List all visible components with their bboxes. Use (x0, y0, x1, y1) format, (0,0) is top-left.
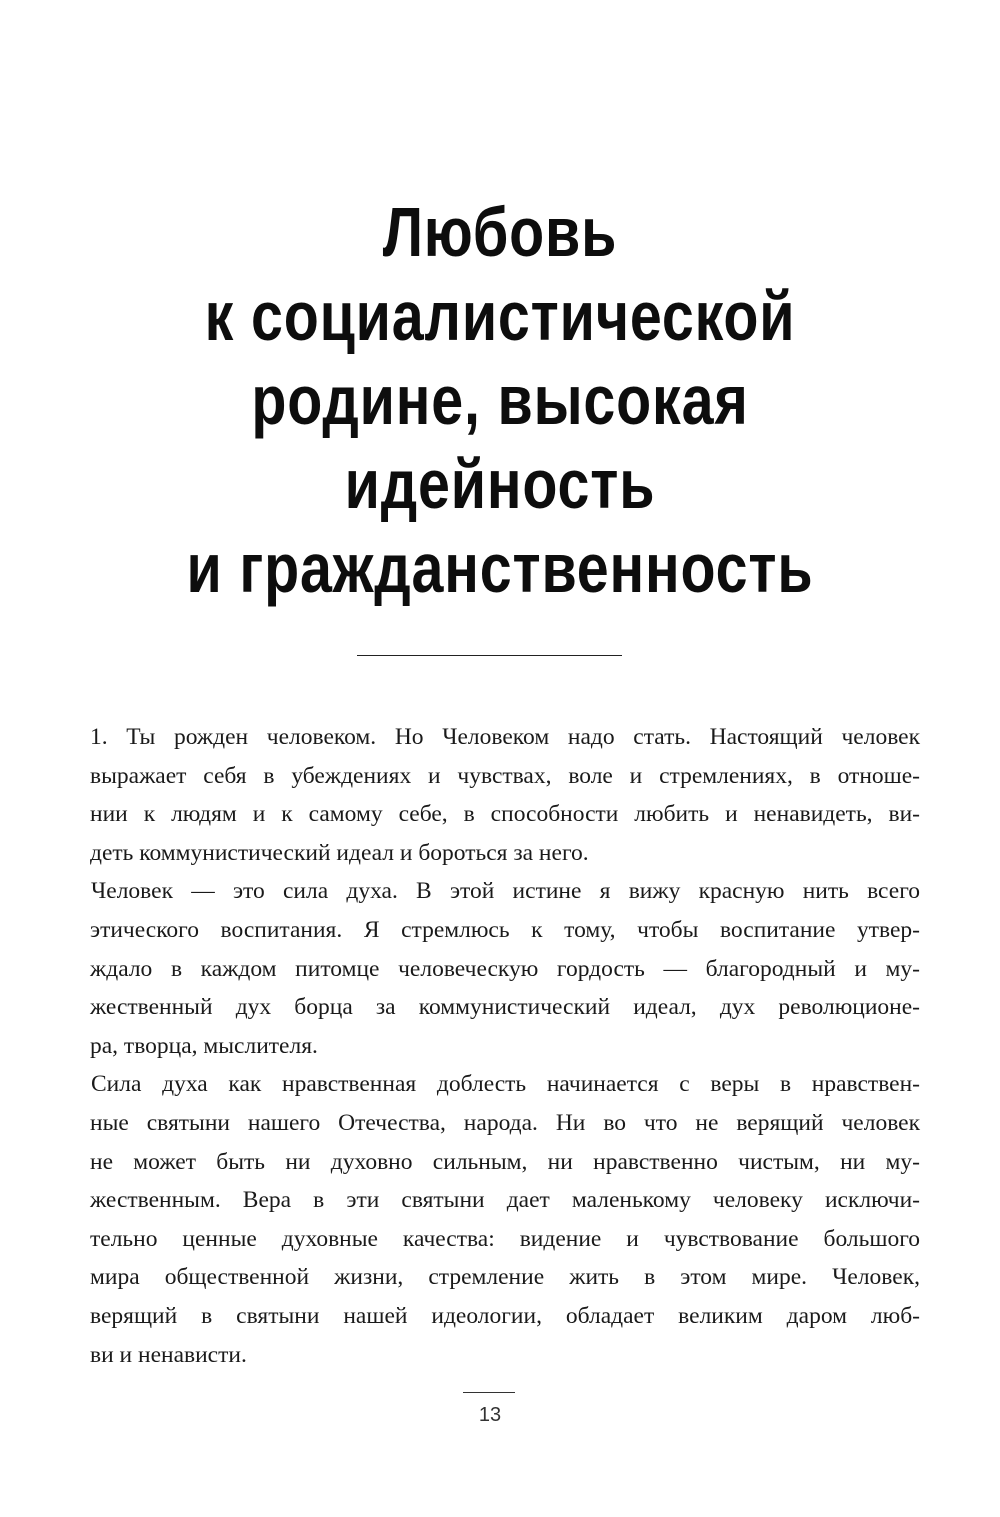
title-divider (357, 655, 622, 656)
text-line: ные святыни нашего Отечества, народа. Ни во что не верящий человек (90, 1109, 920, 1136)
text-line: ра, творца, мыслителя. (90, 1032, 318, 1059)
text-line: Сила духа как нравственная доблесть начинается с веры в нравствен- (91, 1071, 920, 1098)
text-line: мира общественной жизни, стремление жить в этом мире. Человек, (90, 1264, 920, 1291)
text-line: ждало в каждом питомце человеческую гордость — благородный и му- (90, 955, 920, 982)
paragraph-1 (90, 718, 920, 872)
text-line: деть коммунистический идеал и бороться за него. (90, 839, 589, 866)
body-text (90, 718, 920, 1374)
text-line: выражает себя в убеждениях и чувствах, воле и стремлениях, в отноше- (90, 762, 920, 789)
chapter-title-line: Любовь (382, 193, 618, 271)
text-line: Человек — это сила духа. В этой истине я вижу красную нить всего (91, 878, 920, 905)
chapter-title (90, 190, 910, 610)
paragraph-3 (90, 1065, 920, 1374)
text-line: тельно ценные духовные качества: видение и чувствование большого (90, 1225, 920, 1252)
paragraph-2 (90, 872, 920, 1065)
page-number: 13 (478, 1404, 502, 1426)
text-line: ви и ненависти. (90, 1341, 247, 1368)
text-line: не может быть ни духовно сильным, ни нравственно чистым, ни му- (90, 1148, 920, 1175)
text-line: нии к людям и к самому себе, в способности любить и ненавидеть, ви- (90, 801, 920, 828)
chapter-title-line: родине, высокая (251, 361, 749, 439)
page-number-rule (463, 1392, 515, 1393)
text-line: 1. Ты рожден человеком. Но Человеком надо стать. Настоящий человек (90, 724, 920, 750)
chapter-title-line: и гражданственность (186, 529, 814, 607)
chapter-title-line: к социалистической (204, 277, 796, 355)
chapter-title-line: идейность (344, 445, 656, 523)
text-line: верящий в святыни нашей идеологии, обладает великим даром люб- (90, 1302, 920, 1329)
text-line: жественный дух борца за коммунистический идеал, дух революционе- (90, 994, 920, 1021)
text-line: этического воспитания. Я стремлюсь к тому, чтобы воспитание утвер- (90, 916, 920, 943)
text-line: жественным. Вера в эти святыни дает маленькому человеку исключи- (90, 1187, 920, 1214)
